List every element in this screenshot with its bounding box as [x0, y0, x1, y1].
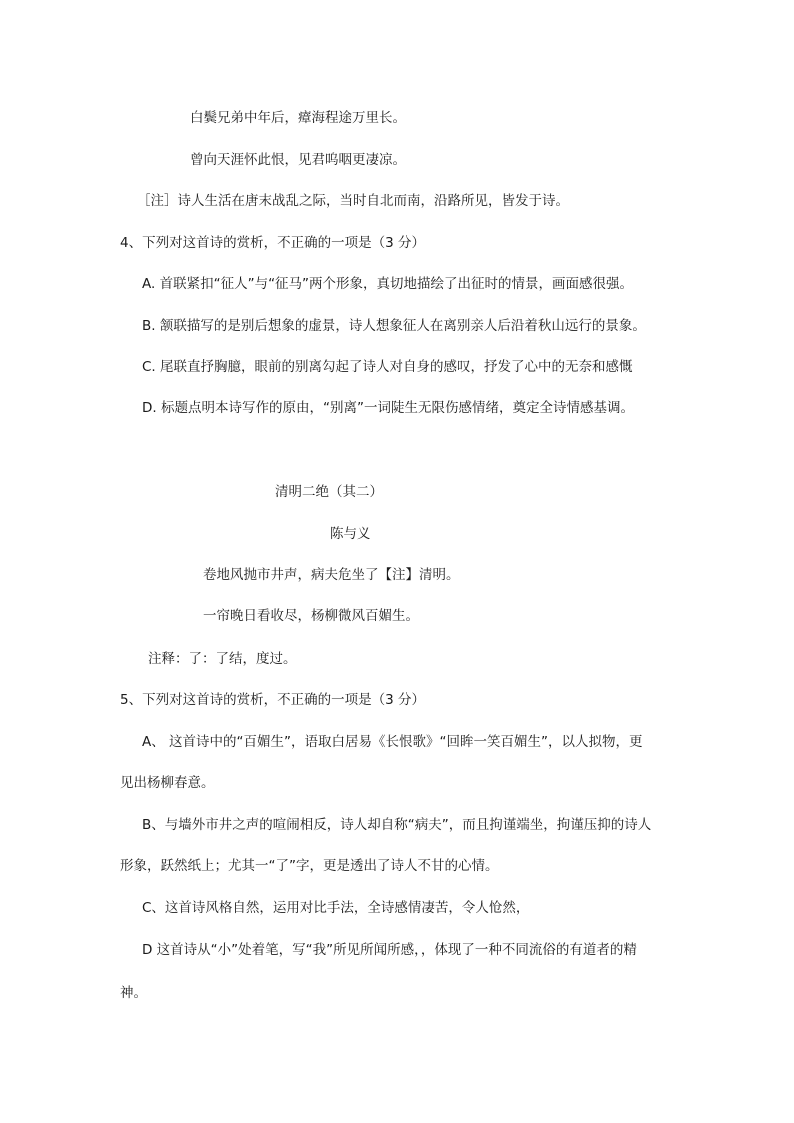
- question5-option-a-line-1: A、 这首诗中的“百媚生”，语取白居易《长恨歌》“回眸一笑百媚生”，以人拟物，更: [142, 734, 643, 750]
- poem1-line-4: 曾向天涯怀此恨，见君呜咽更凄凉。: [190, 152, 406, 168]
- question5-option-a-line-2: 见出杨柳春意。: [120, 775, 215, 791]
- question5-option-d-line-1: D 这首诗从“小”处着笔，写“我”所见所闻所感，，体现了一种不同流俗的有道者的精: [142, 942, 637, 958]
- poem1-line-3: 白鬓兄弟中年后，瘴海程途万里长。: [190, 110, 406, 126]
- question5-option-c-line-1: C、这首诗风格自然，运用对比手法，全诗感情凄苦，令人怆然，: [142, 900, 530, 916]
- question5-option-b-line-2: 形象，跃然纸上；尤其一“了”字，更是透出了诗人不甘的心情。: [120, 858, 499, 874]
- poem2-author: 陈与义: [330, 526, 371, 542]
- question4-option-c: C. 尾联直抒胸臆，眼前的别离勾起了诗人对自身的感叹，抒发了心中的无奈和感慨: [142, 359, 633, 375]
- poem2-note: 注释：了：了结，度过。: [148, 651, 297, 667]
- poem2-title: 清明二绝（其二）: [275, 484, 383, 500]
- poem2-line-2: 一帘晚日看收尽，杨柳微风百媚生。: [203, 608, 419, 624]
- question4-stem: 4、下列对这首诗的赏析，不正确的一项是（3 分）: [120, 235, 425, 251]
- question4-option-b: B. 颔联描写的是别后想象的虚景，诗人想象征人在离别亲人后沿着秋山远行的景象。: [142, 318, 646, 334]
- question5-option-d-line-2: 神。: [120, 985, 147, 1001]
- poem1-note: ［注］诗人生活在唐末战乱之际，当时自北而南，沿路所见，皆发于诗。: [137, 193, 569, 209]
- poem2-line-1: 卷地风抛市井声，病夫危坐了【注】清明。: [203, 567, 460, 583]
- question4-option-a: A. 首联紧扣“征人”与“征马”两个形象，真切地描绘了出征时的情景，画面感很强。: [142, 276, 634, 292]
- question4-option-d: D. 标题点明本诗写作的原由，“别离”一词陡生无限伤感情绪，奠定全诗情感基调。: [142, 400, 634, 416]
- question5-stem: 5、下列对这首诗的赏析，不正确的一项是（3 分）: [120, 692, 425, 708]
- question5-option-b-line-1: B、与墙外市井之声的喧闹相反，诗人却自称“病夫”，而且拘谨端坐，拘谨压抑的诗人: [142, 817, 652, 833]
